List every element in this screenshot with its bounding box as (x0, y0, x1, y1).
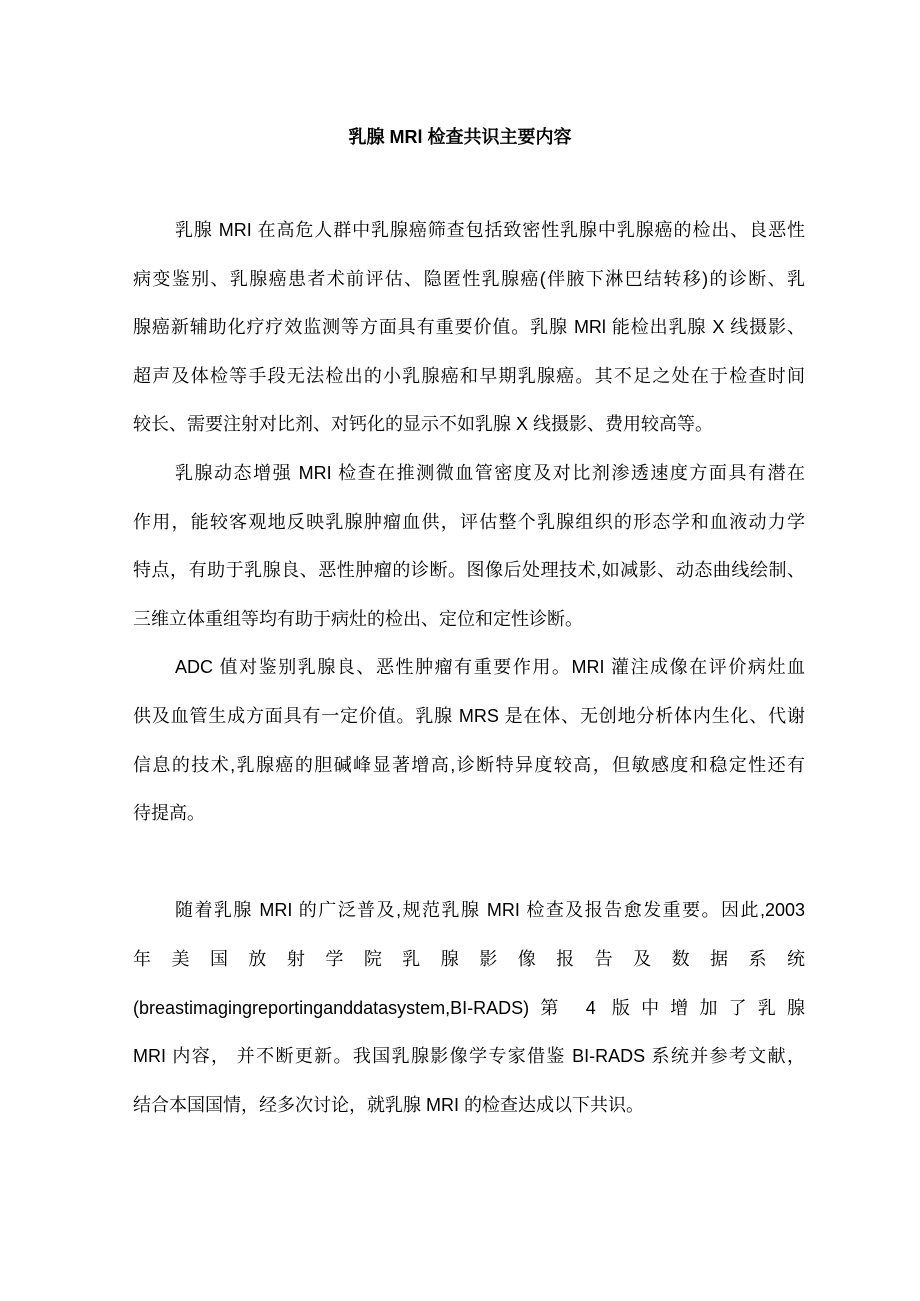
text-line: 随着乳腺 MRI 的广泛普及,规范乳腺 MRI 检查及报告愈发重要。因此,2003 (175, 900, 805, 921)
text-line: 乳腺 MRI 在高危人群中乳腺癌筛查包括致密性乳腺中乳腺癌的检出、良恶性 (175, 220, 805, 240)
text-line: 腺癌新辅助化疗疗效监测等方面具有重要价值。乳腺 MRl 能检出乳腺 X 线摄影、 (133, 317, 805, 338)
text-line: 信息的技术,乳腺癌的胆碱峰显著增高,诊断特异度较高，但敏感度和稳定性还有 (133, 754, 805, 775)
text-line: 较长、需要注射对比剂、对钙化的显示不如乳腺 X 线摄影、费用较高等。 (133, 414, 714, 435)
text-line: 待提高。 (133, 803, 205, 824)
text-line: 超声及体检等手段无法检出的小乳腺癌和早期乳腺癌。其不足之处在于检查时间 (133, 365, 805, 386)
text-line: 作用，能较客观地反映乳腺肿瘤血供，评估整个乳腺组织的形态学和血液动力学 (133, 511, 805, 532)
paragraph-mri-value (133, 206, 805, 449)
paragraph-bi-rads (133, 886, 805, 1129)
text-line: 乳腺动态增强 MRI 检查在推测微血管密度及对比剂渗透速度方面具有潜在 (175, 462, 805, 483)
document-body (133, 206, 805, 1129)
document-title: 乳腺 MRl 检查共识主要内容 (348, 127, 572, 147)
text-line: 病变鉴别、乳腺癌患者术前评估、隐匿性乳腺癌(伴腋下淋巴结转移)的诊断、乳 (133, 268, 805, 289)
text-line: 三维立体重组等均有助于病灶的检出、定位和定性诊断。 (133, 608, 583, 629)
text-line: 特点，有助于乳腺良、恶性肿瘤的诊断。图像后处理技术,如减影、动态曲线绘制、 (133, 560, 805, 581)
text-line: 供及血管生成方面具有一定价值。乳腺 MRS 是在体、无创地分析体内生化、代谢 (133, 705, 805, 726)
paragraph-adc-mrs (133, 643, 805, 837)
text-line: MRI 内容， 并不断更新。我国乳腺影像学专家借鉴 BI-RADS 系统并参考文献， (133, 1046, 805, 1067)
text-line: 年美国放射学院乳腺影像报告及数据系统 (133, 948, 805, 969)
paragraph-dynamic-enhanced (133, 449, 805, 643)
text-line: ADC 值对鉴别乳腺良、恶性肿瘤有重要作用。MRI 灌注成像在评价病灶血 (175, 657, 805, 678)
text-line: 结合本国国情，经多次讨论，就乳腺 MRI 的检查达成以下共识。 (133, 1094, 644, 1115)
text-line: (breastimagingreportinganddatasystem,BI-RADS)第 4 版中增加了乳腺 (133, 997, 805, 1018)
